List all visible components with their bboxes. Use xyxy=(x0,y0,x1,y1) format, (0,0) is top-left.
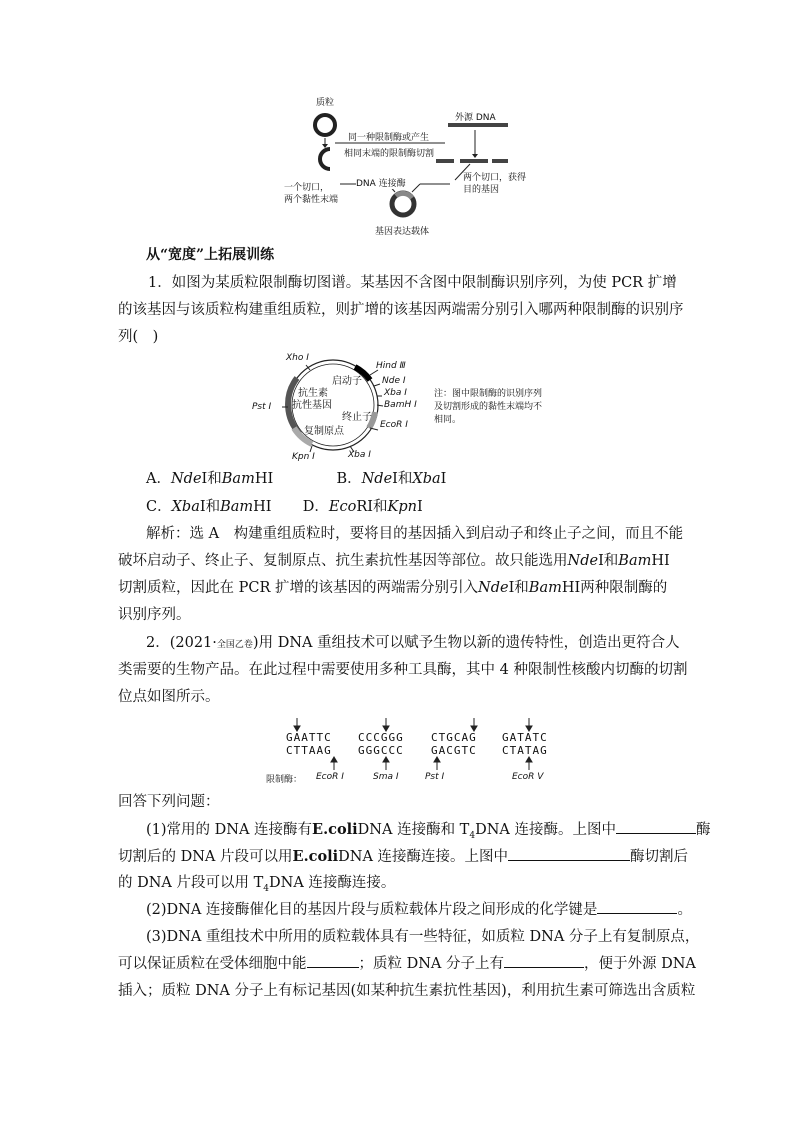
dna-fragment-left xyxy=(436,159,454,163)
arrowhead xyxy=(383,757,389,762)
arrowhead xyxy=(434,757,440,762)
p2-text: (2)DNA 连接酶催化目的基因片段与质粒载体片段之间形成的化学键是 xyxy=(146,902,598,918)
option-d[interactable] xyxy=(303,499,423,515)
promoter-label: 启动子 xyxy=(332,376,362,387)
arrowhead xyxy=(331,757,337,762)
p1-2-text-a: 切割后的 DNA 片段可以用 xyxy=(118,849,293,865)
same-enzyme-label-1: 同一种限制酶或产生 xyxy=(348,133,430,143)
seq-1-bottom: CTTAAG xyxy=(286,744,332,757)
xba-bottom-label: Xba Ⅰ xyxy=(348,450,371,460)
p1-3-text-b: DNA 连接酶连接。 xyxy=(269,875,396,891)
nde-tick xyxy=(374,384,380,386)
q2-line-2: 类需要的生物产品。在此过程中需要使用多种工具酶，其中 4 种限制性核酸内切酶的切割 xyxy=(118,662,688,678)
cut-plasmid-arc xyxy=(320,149,330,169)
option-c-text-1: Xba xyxy=(171,499,200,515)
seq-3-bottom: GACGTC xyxy=(431,744,477,757)
option-d-text-2: RⅠ和 xyxy=(356,499,388,515)
same-enzyme-label-2: 相同末端的限制酶切割 xyxy=(344,149,435,159)
analysis-l3-and: Ⅰ和 xyxy=(508,580,529,596)
answer-blank-4[interactable] xyxy=(307,953,359,968)
restriction-sites-figure xyxy=(262,716,572,788)
plasmid-circle xyxy=(315,115,335,135)
arrow-right-tip xyxy=(412,184,420,192)
note-line-1: 注：图中限制酶的识别序列 xyxy=(434,389,543,399)
xho-label: Xho Ⅰ xyxy=(286,353,309,363)
q2-part3-line-2 xyxy=(118,951,696,978)
seq-4-top: GATATC xyxy=(502,731,548,744)
p1-text-a: (1)常用的 DNA 连接酶有 xyxy=(146,822,313,838)
option-a-text-3: Bam xyxy=(221,471,255,487)
seq-4-bottom: CTATAG xyxy=(502,744,548,757)
analysis-l3-end: HⅠ两种限制酶的 xyxy=(561,580,668,596)
p2-end: 。 xyxy=(677,902,692,918)
dna-fragment-right xyxy=(492,159,508,163)
q1-options-ab xyxy=(146,466,676,493)
q1-line-3: 列( ) xyxy=(118,329,159,345)
arrowhead xyxy=(472,154,478,158)
note-line-3: 相同。 xyxy=(434,415,462,425)
seq-2-bottom: GGGCCC xyxy=(358,744,404,757)
kpn-label: Kpn Ⅰ xyxy=(292,452,315,462)
q2-number: 2．(2021· xyxy=(146,635,217,651)
one-cut-label-1: 一个切口， xyxy=(284,183,330,193)
eco-label: EcoR Ⅰ xyxy=(380,420,408,430)
answer-blank-2[interactable] xyxy=(508,846,630,861)
analysis-l3-nde: Nde xyxy=(478,580,509,596)
q2-part1-line-2 xyxy=(118,843,689,871)
ligase-label: DNA 连接酶 xyxy=(356,176,406,189)
q2-line-1 xyxy=(146,630,680,659)
enzyme-pst-label: Pst Ⅰ xyxy=(425,772,445,782)
option-a-text-2: Ⅰ和 xyxy=(201,471,222,487)
answer-blank-1[interactable] xyxy=(616,819,696,834)
option-d-text-3: Kpn xyxy=(387,499,417,515)
p1-text-d: DNA 连接酶。上图中 xyxy=(475,822,616,838)
two-cuts-label-1: 两个切口，获得 xyxy=(463,173,527,183)
p1-2-text-c: DNA 连接酶连接。上图中 xyxy=(338,849,509,865)
option-b-text-3: Xba xyxy=(412,471,441,487)
plasmid-map-figure xyxy=(250,350,580,470)
option-b-text-1: Nde xyxy=(361,471,393,487)
enzyme-eco-label: EcoR Ⅰ xyxy=(316,772,344,782)
q1-options-cd xyxy=(146,494,676,521)
option-d-label: D． xyxy=(302,499,329,515)
xba-top-label: Xba Ⅰ xyxy=(384,388,407,398)
dna-fragment-mid xyxy=(460,159,488,163)
q2-part3-line-1: (3)DNA 重组技术中所用的质粒载体具有一些特征，如质粒 DNA 分子上有复制原点， xyxy=(146,929,700,945)
option-b-text-2: Ⅰ和 xyxy=(392,471,413,487)
answer-blank-3[interactable] xyxy=(597,899,677,914)
p1-text-c: DNA 连接酶和 T xyxy=(357,822,470,838)
arrowhead xyxy=(526,757,532,762)
option-b[interactable] xyxy=(336,471,446,487)
option-d-text-1: Eco xyxy=(328,499,357,515)
seq-3-top: CTGCAG xyxy=(431,731,477,744)
option-c-text-2: Ⅰ和 xyxy=(199,499,221,515)
seq-1-top: GAATTC xyxy=(286,731,332,744)
p3-2-text-b: ；质粒 DNA 分子上有 xyxy=(358,956,505,972)
option-c-text-4: HⅠ xyxy=(253,499,272,515)
note-line-2: 及切割形成的黏性末端均不 xyxy=(434,402,543,412)
vector-label: 基因表达载体 xyxy=(375,227,430,237)
q2-part3-line-3: 插入；质粒 DNA 分子上有标记基因(如某种抗生素抗性基因)，利用抗生素可筛选出含质粒 xyxy=(118,983,696,999)
enzyme-ecov-label: EcoR Ⅴ xyxy=(512,772,544,782)
option-c-label: C． xyxy=(146,499,172,515)
q1-analysis-line-1: 解析：选 A 构建重组质粒时，要将目的基因插入到启动子和终止子之间，而且不能 xyxy=(146,526,684,542)
option-a-text-1: Nde xyxy=(170,471,202,487)
p3-2-text-c: ，便于外源 DNA xyxy=(584,956,696,972)
option-c[interactable] xyxy=(146,499,272,515)
q2-line-3: 位点如图所示。 xyxy=(118,689,220,705)
plasmid-label: 质粒 xyxy=(316,98,335,108)
q1-line-2: 的该基因与该质粒构建重组质粒，则扩增的该基因两端需分别引入哪两种限制酶的识别序 xyxy=(118,302,684,318)
q1-analysis-line-3 xyxy=(118,575,668,602)
q2-part2-line xyxy=(146,897,692,924)
option-a-text-4: HⅠ xyxy=(254,471,274,487)
analysis-l3-text: 切割质粒，因此在 PCR 扩增的该基因的两端需分别引入 xyxy=(118,580,478,596)
nde-label: Nde Ⅰ xyxy=(382,376,406,386)
antibiotic-label-2: 抗性基因 xyxy=(292,400,332,411)
enzyme-sma-label: Sma Ⅰ xyxy=(373,772,399,782)
p1-ecoli: E.coli xyxy=(312,821,358,838)
answer-blank-5[interactable] xyxy=(504,953,584,968)
q1-analysis-line-4: 识别序列。 xyxy=(118,607,191,623)
vector-insert-arc xyxy=(396,193,412,198)
option-b-label: B． xyxy=(336,471,362,487)
p1-text-e: 酶 xyxy=(696,822,711,838)
p1-3-sub: 4 xyxy=(263,883,270,894)
analysis-l2-text: 破坏启动子、终止子、复制原点、抗生素抗性基因等部位。故只能选用 xyxy=(118,553,568,569)
analysis-l2-bam: Bam xyxy=(618,553,652,569)
p1-3-text-a: 的 DNA 片段可以用 T xyxy=(118,875,264,891)
q1-analysis-line-2 xyxy=(118,548,670,575)
q1-line-1: 1．如图为某质粒限制酶切图谱。某基因不含图中限制酶识别序列，为使 PCR 扩增 xyxy=(148,275,677,291)
ori-label: 复制原点 xyxy=(304,426,344,437)
p1-2-ecoli: E.coli xyxy=(292,848,339,865)
pst-label: Pst Ⅰ xyxy=(252,402,272,412)
analysis-l3-bam: Bam xyxy=(528,580,562,596)
p3-2-text-a: 可以保证质粒在受体细胞中能 xyxy=(118,956,307,972)
answer-prompt: 回答下列问题： xyxy=(118,794,220,810)
hind-label: Hind Ⅲ xyxy=(376,361,406,371)
terminator-label: 终止子 xyxy=(342,412,372,423)
one-cut-label-2: 两个黏性末端 xyxy=(284,195,339,205)
option-d-text-4: Ⅰ xyxy=(416,499,423,515)
foreign-dna-bar xyxy=(448,123,508,127)
antibiotic-label-1: 抗生素 xyxy=(298,388,328,399)
p1-sub: 4 xyxy=(469,830,476,841)
seq-2-top: CCCGGG xyxy=(358,731,404,744)
foreign-dna-label: 外源 DNA xyxy=(455,113,496,123)
q2-source: 全国乙卷 xyxy=(216,640,253,650)
bam-label: BamH Ⅰ xyxy=(384,400,417,410)
option-b-text-4: Ⅰ xyxy=(440,471,447,487)
option-a-label: A． xyxy=(146,471,171,487)
analysis-l2-and: Ⅰ和 xyxy=(598,553,619,569)
option-a[interactable] xyxy=(146,471,273,487)
option-c-text-3: Bam xyxy=(220,499,254,515)
q2-line-1-text: )用 DNA 重组技术可以赋予生物以新的遗传特性，创造出更符合人 xyxy=(252,635,680,651)
analysis-l2-h: HⅠ xyxy=(651,553,670,569)
section-title: 从“宽度”上拓展训练 xyxy=(146,247,275,263)
analysis-l2-nde: Nde xyxy=(567,553,599,569)
figure-recombinant-diagram xyxy=(280,92,530,242)
two-cuts-label-2: 目的基因 xyxy=(463,185,500,195)
enzyme-row-label: 限制酶： xyxy=(266,775,303,785)
p1-2-text-d: 酶切割后 xyxy=(630,849,689,865)
